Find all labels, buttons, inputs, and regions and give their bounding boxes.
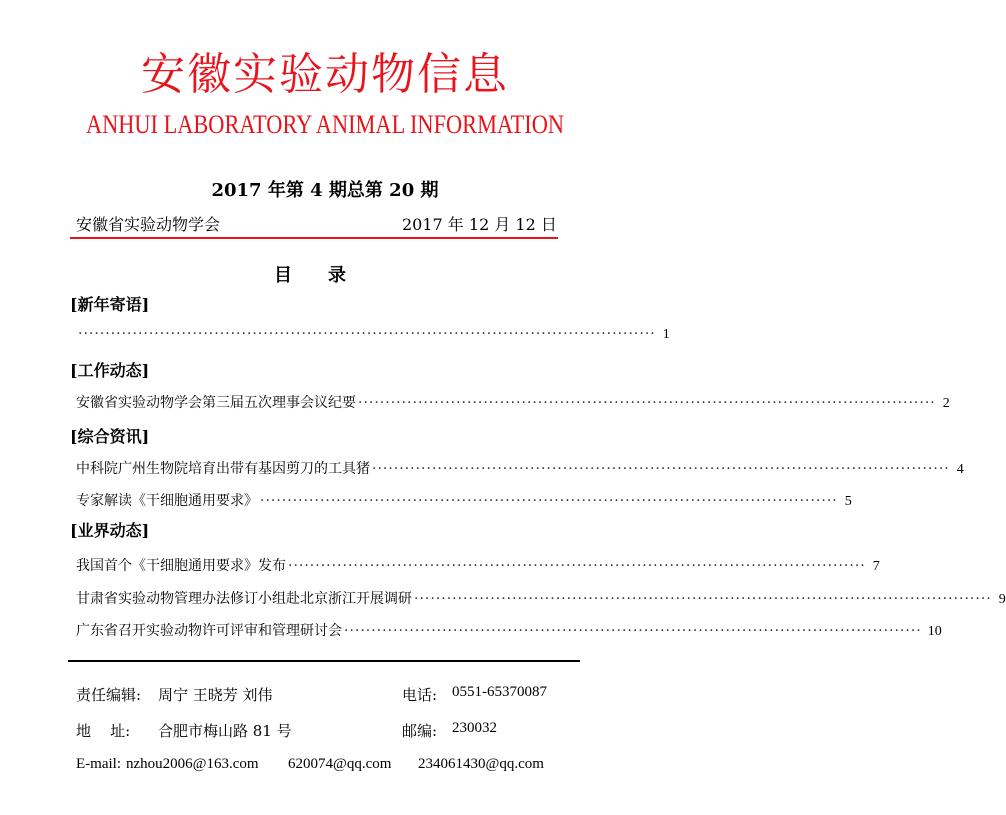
- email-link[interactable]: 620074@qq.com: [288, 756, 392, 772]
- toc-section-heading: [新年寄语]: [70, 295, 150, 314]
- toc-entry-page: 10: [927, 624, 942, 639]
- journal-title-en: ANHUI LABORATORY ANIMAL INFORMATION: [85, 110, 565, 139]
- postcode-value: 230032: [452, 720, 497, 736]
- postcode-label: 邮编:: [402, 722, 438, 740]
- toc-title: 目录: [274, 265, 382, 286]
- email-link[interactable]: nzhou2006@163.com: [126, 756, 259, 772]
- journal-title-cn: 安徽实验动物信息: [141, 49, 509, 100]
- toc-leader-dots: ··········································································································: [358, 395, 936, 411]
- toc-leader-dots: ··········································································································: [344, 623, 922, 639]
- toc-entry-page: 5: [844, 494, 852, 509]
- toc-entry-page: 7: [872, 559, 880, 574]
- toc-leader-dots: ··········································································································: [260, 493, 838, 509]
- toc-entry-title: 甘肃省实验动物管理办法修订小组赴北京浙江开展调研: [76, 591, 412, 607]
- toc-entry[interactable]: [76, 326, 670, 343]
- toc-entry-page: 1: [662, 327, 670, 342]
- address-value: 合肥市梅山路 81 号: [158, 722, 292, 740]
- toc-entry-page: 9: [998, 592, 1006, 607]
- phone-number: 0551-65370087: [452, 684, 547, 700]
- toc-leader-dots: ··········································································································: [78, 326, 656, 342]
- toc-section-heading: [工作动态]: [70, 361, 150, 380]
- toc-entry[interactable]: [76, 490, 852, 510]
- issue-number: 2017 年第 4 期总第 20 期: [211, 180, 439, 201]
- toc-entry-title: 专家解读《干细胞通用要求》: [76, 493, 258, 509]
- header-divider: [70, 237, 558, 239]
- toc-entry-title: 中科院广州生物院培育出带有基因剪刀的工具猪: [76, 461, 370, 477]
- email-link[interactable]: 234061430@qq.com: [418, 756, 544, 772]
- toc-entry-title: 安徽省实验动物学会第三届五次理事会议纪要: [76, 395, 356, 411]
- toc-entry[interactable]: [76, 588, 1006, 608]
- toc-leader-dots: ··········································································································: [372, 461, 950, 477]
- toc-entry[interactable]: [76, 620, 942, 640]
- publisher-society: 安徽省实验动物学会: [76, 215, 221, 234]
- editors-names: 周宁 王晓芳 刘伟: [158, 686, 273, 704]
- address-label: 地 址:: [76, 722, 131, 740]
- toc-entry-page: 2: [942, 396, 950, 411]
- toc-section-heading: [综合资讯]: [70, 427, 150, 446]
- footer-divider: [68, 660, 580, 662]
- toc-entry[interactable]: [76, 458, 964, 478]
- editors-label: 责任编辑:: [76, 686, 142, 704]
- toc-entry[interactable]: [76, 392, 950, 412]
- toc-leader-dots: ··········································································································: [414, 591, 992, 607]
- toc-entry[interactable]: [76, 555, 880, 575]
- toc-entry-title: 广东省召开实验动物许可评审和管理研讨会: [76, 623, 342, 639]
- toc-entry-title: 我国首个《干细胞通用要求》发布: [76, 558, 286, 574]
- publish-date: 2017 年 12 月 12 日: [402, 215, 557, 234]
- email-label: E-mail:: [76, 756, 121, 772]
- toc-leader-dots: ··········································································································: [288, 558, 866, 574]
- toc-entry-page: 4: [956, 462, 964, 477]
- toc-section-heading: [业界动态]: [70, 521, 150, 540]
- phone-label: 电话:: [402, 686, 438, 704]
